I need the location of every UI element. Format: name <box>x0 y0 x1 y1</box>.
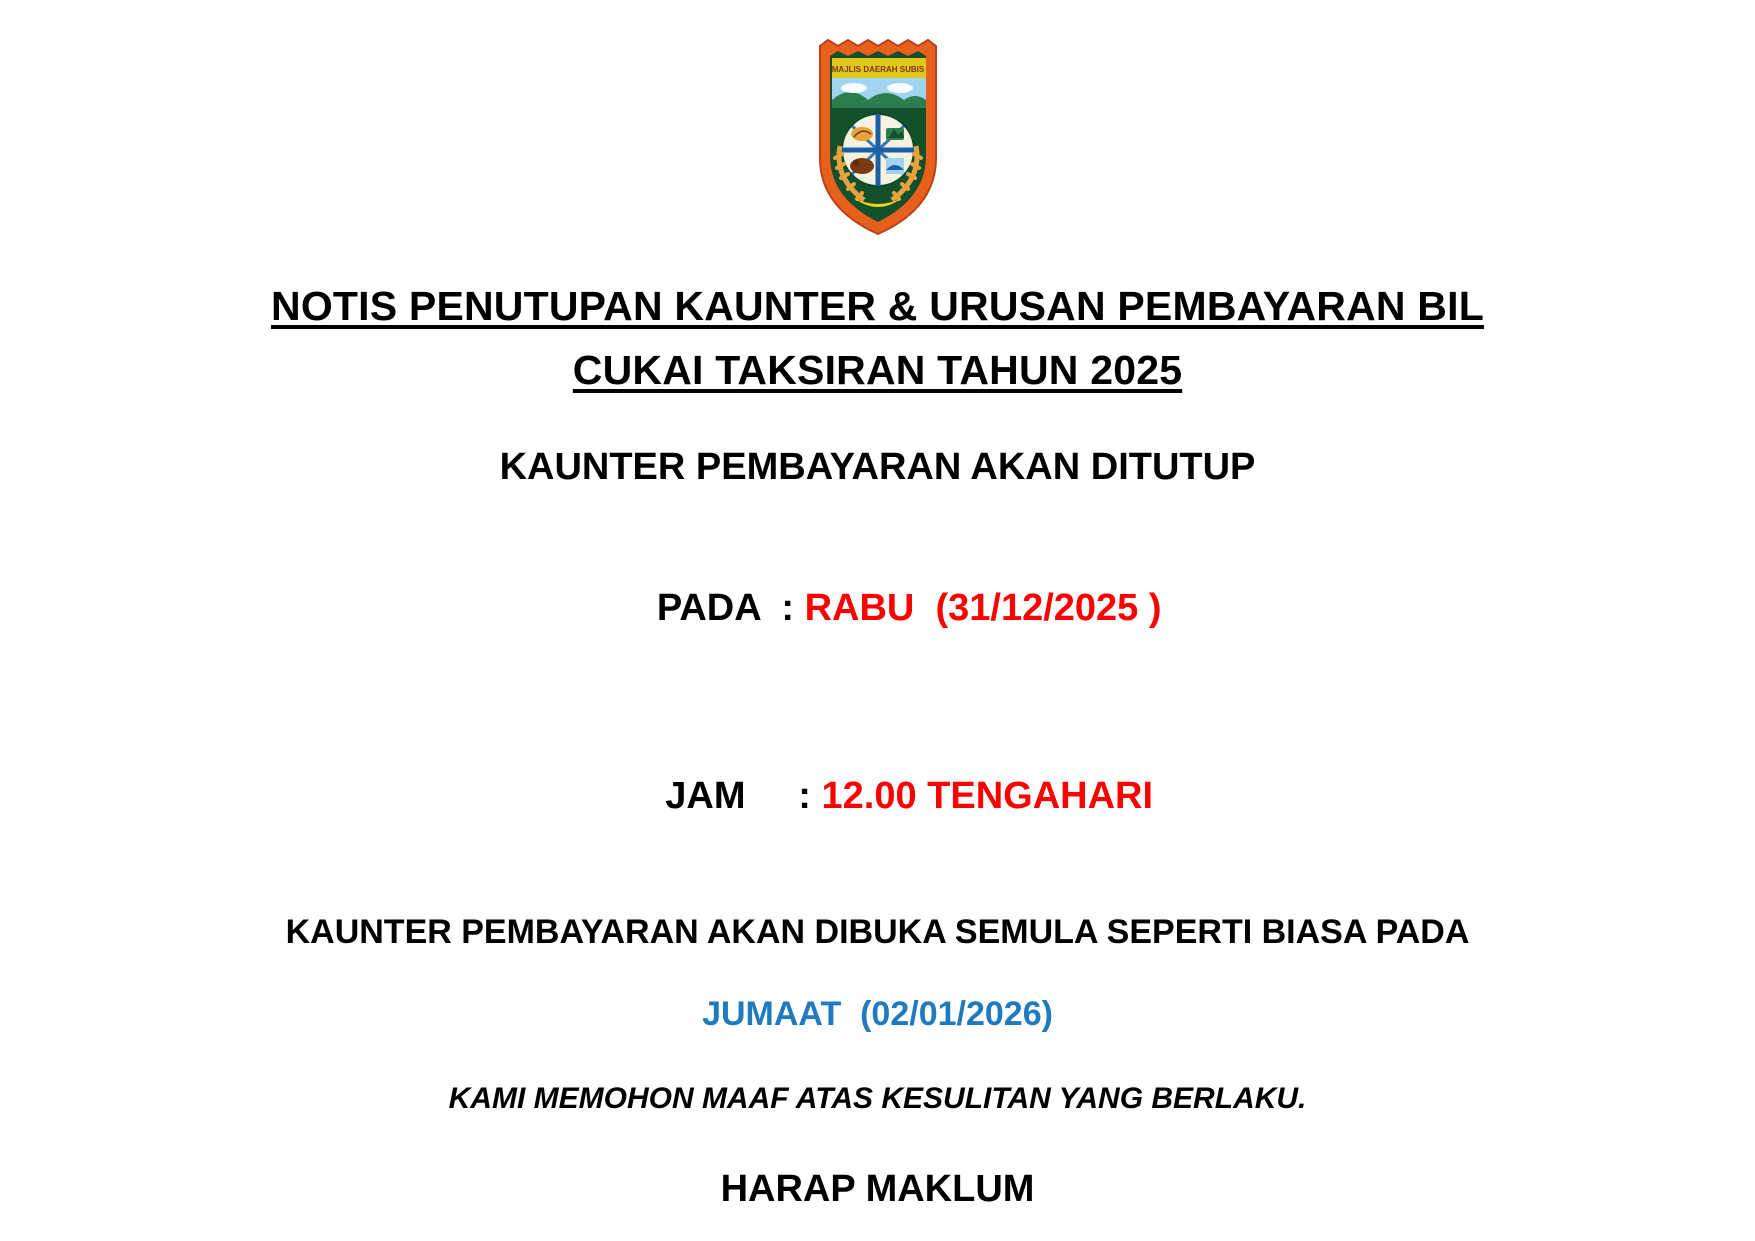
field-row-time <box>0 723 1755 869</box>
field-row-date <box>0 536 1755 682</box>
apology-text: KAMI MEMOHON MAAF ATAS KESULITAN YANG BERLAKU. <box>448 1082 1307 1116</box>
notice-title-line-2: CUKAI TAKSIRAN TAHUN 2025 <box>572 347 1183 394</box>
notice-body <box>0 280 1755 1213</box>
reopen-text: KAUNTER PEMBAYARAN AKAN DIBUKA SEMULA SEPERTI BIASA PADA <box>285 913 1470 952</box>
reopen-date: JUMAAT (02/01/2026) <box>702 994 1053 1033</box>
crest-container <box>0 38 1755 238</box>
crest-motto-text: MAJLIS DAERAH SUBIS <box>831 65 924 74</box>
coat-of-arms-crest-icon <box>814 38 942 238</box>
notice-subtitle: KAUNTER PEMBAYARAN AKAN DITUTUP <box>499 445 1256 488</box>
field-value-jam: 12.00 TENGAHARI <box>821 775 1154 818</box>
closing-text: HARAP MAKLUM <box>720 1167 1035 1210</box>
field-label-pada: PADA : <box>656 587 805 630</box>
field-value-pada: RABU (31/12/2025 ) <box>804 587 1162 630</box>
notice-title-line-1: NOTIS PENUTUPAN KAUNTER & URUSAN PEMBAYARAN BIL <box>271 283 1484 329</box>
field-label-jam: JAM : <box>665 775 822 818</box>
